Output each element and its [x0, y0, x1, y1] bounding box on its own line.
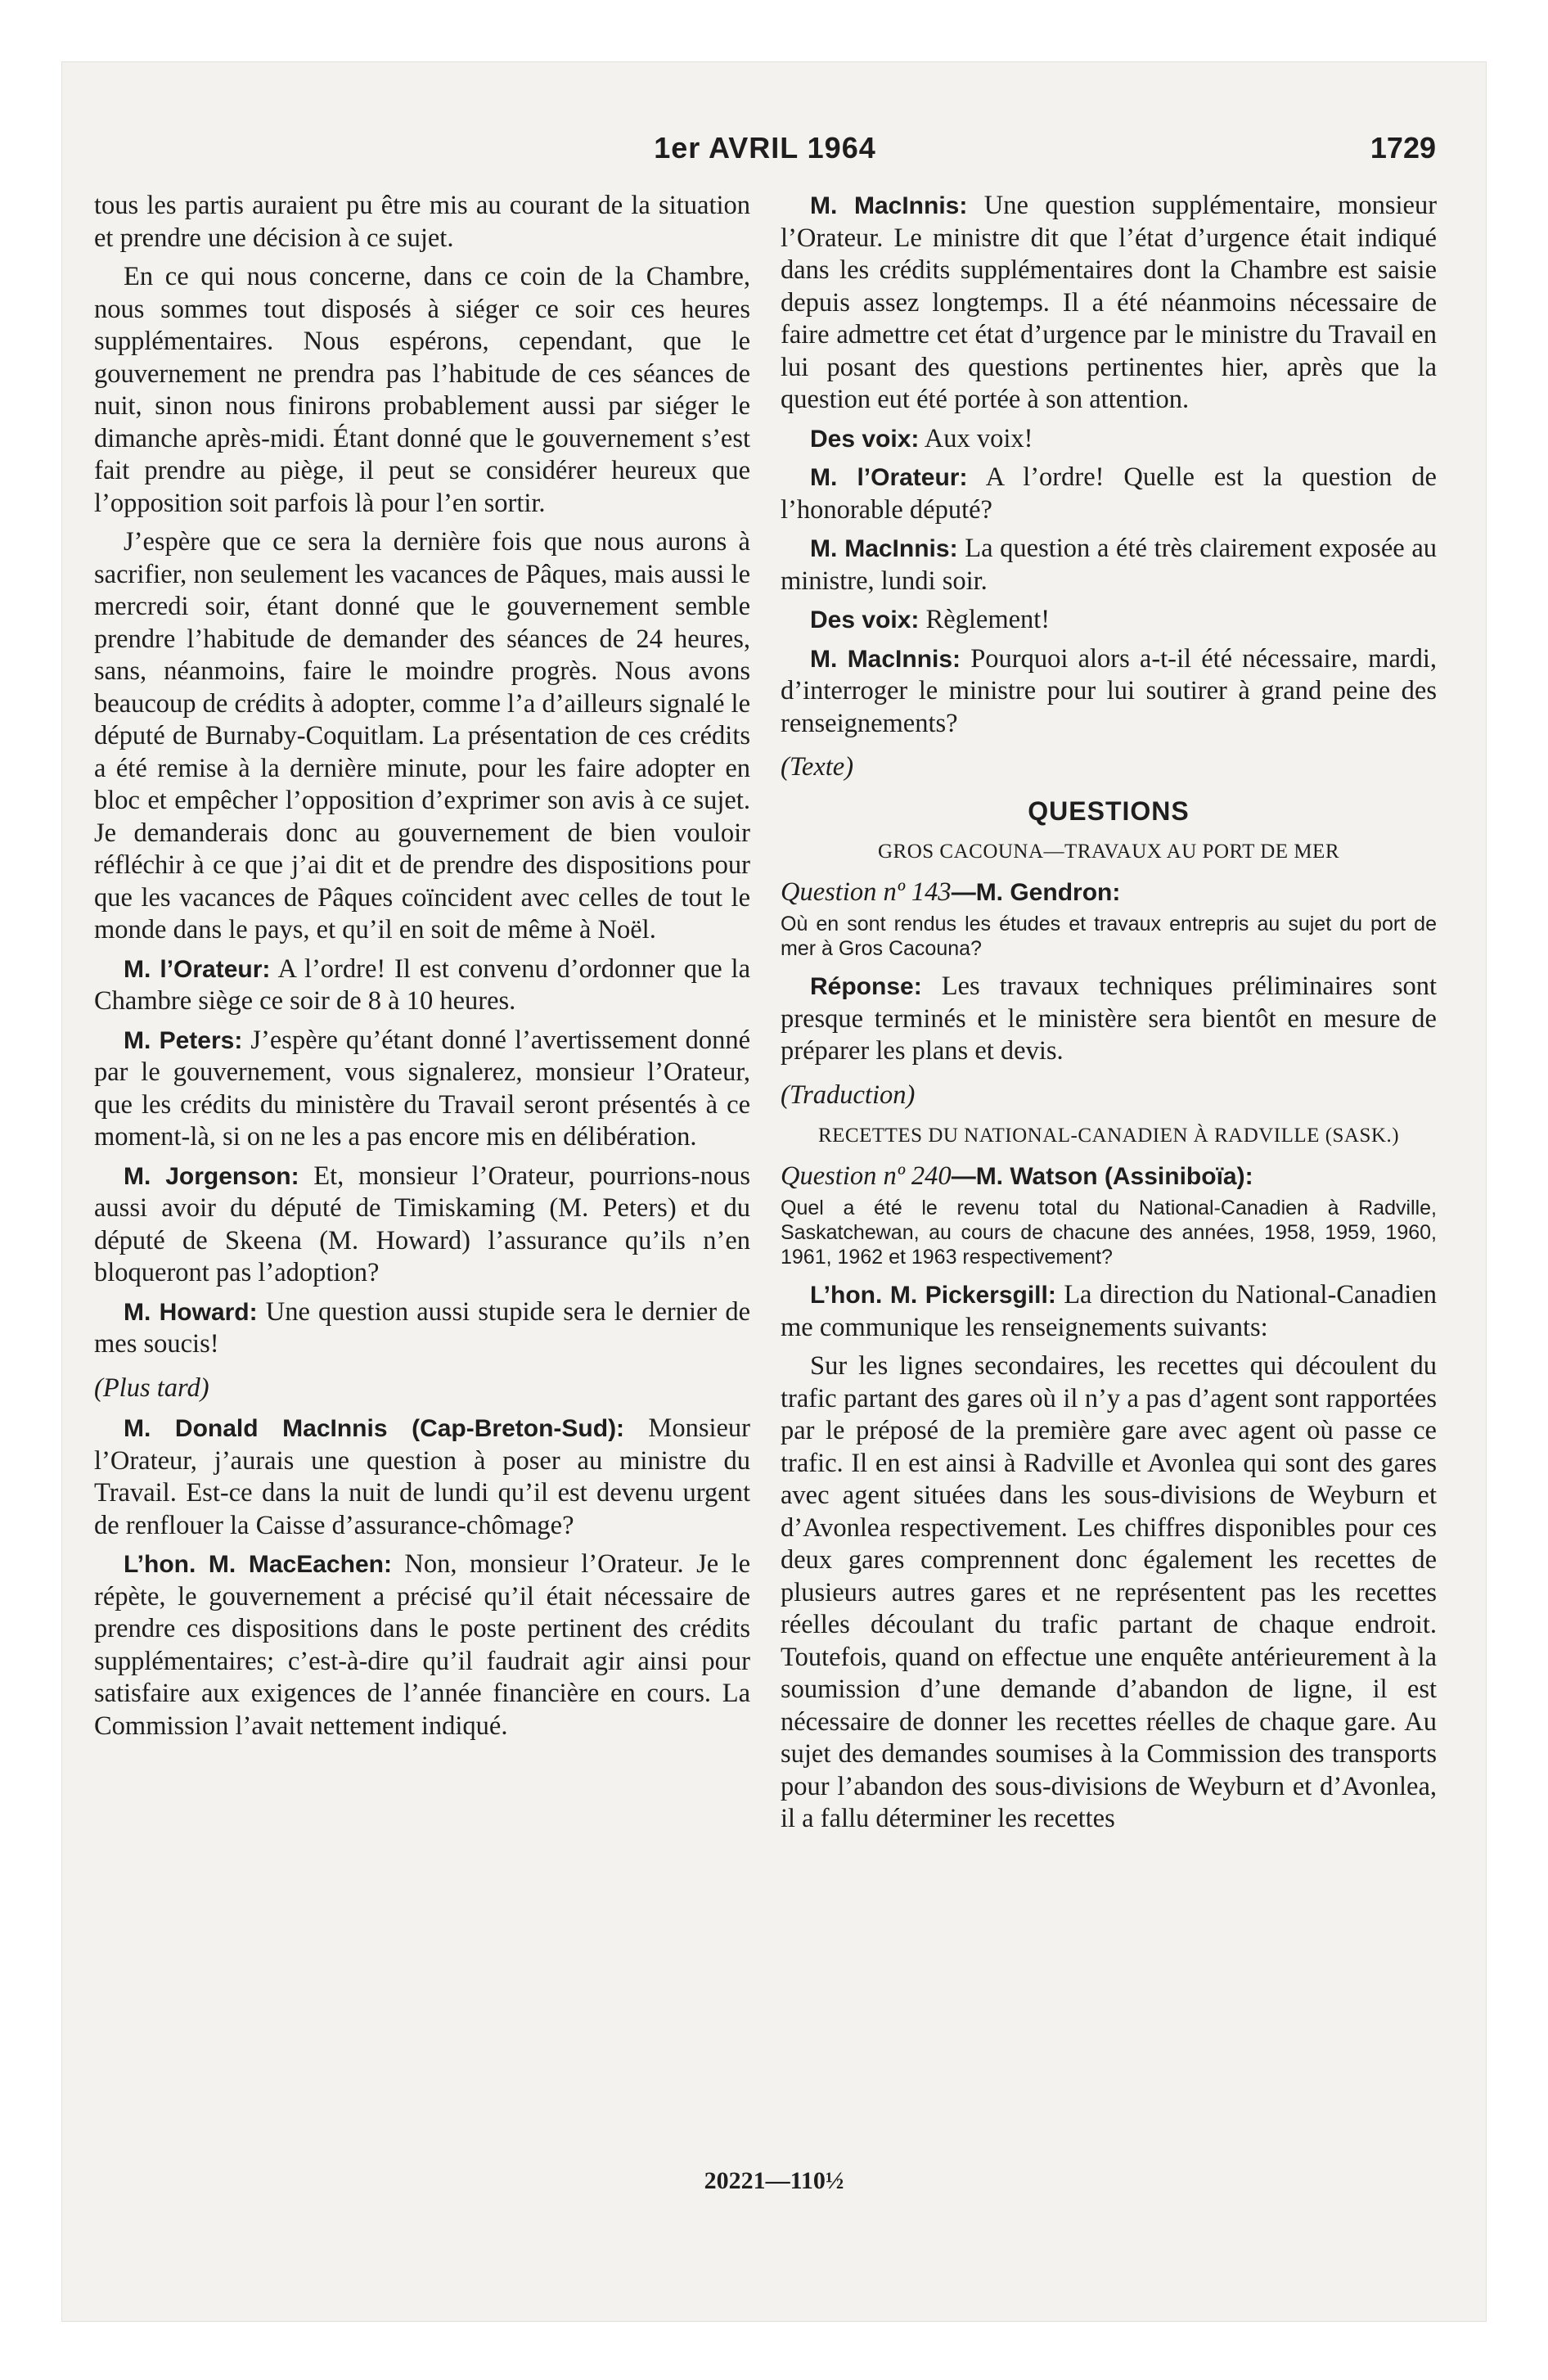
- speech: [94, 1161, 750, 1290]
- question-subject: GROS CACOUNA—TRAVAUX AU PORT DE MER: [877, 841, 1339, 863]
- speech: [781, 971, 1437, 1068]
- paragraph: En ce qui nous concerne, dans ce coin de la Chambre, nous sommes tout disposés à siéger ce soir ces heures supplémentaires. Nous espérons, cependant, que le gouvernement ne prendra pas l’habitude de ces séances de nuit, sinon nous finirons probablement aussi par siéger le dimanche après-midi. Étant donné que le gouvernement s’est fait prendre au piège, il peut se considérer heureux que l’opposition soit parfois là pour l’en sortir.: [94, 262, 750, 518]
- speaker: M. Peters:: [124, 1026, 243, 1054]
- speech: [94, 1025, 750, 1154]
- paragraph: J’espère que ce sera la dernière fois que nous aurons à sacrifier, non seulement les vacances de Pâques, mais aussi le mercredi soir, étant donné que le gouvernement semble prendre l’habitude de demander des séances de 24 heures, sans, néanmoins, faire le moindre progrès. Nous avons beaucoup de crédits à adopter, comme l’a d’ailleurs signalé le député de Burnaby-Coquitlam. La présentation de ces crédits a été remise à la dernière minute, pour les faire adopter en bloc et empêcher l’opposition d’exprimer son avis à ce sujet. Je demanderais donc au gouvernement de bien vouloir réfléchir à ce que j’ai dit et de prendre des dispositions pour que les vacances de Pâques coïncident avec celles de tout le monde dans le pays, et qu’il en soit de même à Noël.: [94, 527, 750, 944]
- speech: [94, 1548, 750, 1742]
- speech-text: La direction du National-Canadien me communique les renseignements suivants:: [781, 1280, 1438, 1342]
- question-line: [781, 877, 1437, 909]
- left-column: [94, 190, 750, 1749]
- speech-text: Les travaux techniques préliminaires sont presque terminés et le ministère sera bientôt en mesure de préparer les plans et devis.: [781, 971, 1437, 1066]
- stage-direction: (Texte): [781, 752, 854, 782]
- question-line: [781, 1161, 1437, 1193]
- speech: [781, 1279, 1437, 1344]
- running-head: 1er AVRIL 1964: [654, 131, 876, 165]
- question-member: —M. Watson (Assiniboïa):: [951, 1162, 1253, 1190]
- question-number: Question nº 143: [781, 877, 952, 907]
- speaker: Des voix:: [810, 425, 920, 453]
- question-number: Question nº 240: [781, 1161, 952, 1191]
- speech-text: Monsieur l’Orateur, j’aurais une question à poser au ministre du Travail. Est-ce dans la nuit de lundi qu’il est devenu urgent de renflouer la Caisse d’assurance-chômage?: [94, 1413, 750, 1540]
- speech: [94, 953, 750, 1018]
- speaker: L’hon. M. Pickersgill:: [810, 1282, 1056, 1309]
- speech-text: Une question supplémentaire, monsieur l’Orateur. Le ministre dit que l’état d’urgence était indiqué dans les crédits supplémentaires dont la Chambre est saisie depuis assez longtemps. Il a été néanmoins nécessaire de faire admettre cet état d’urgence par le ministre du Travail en lui posant des questions pertinentes hier, après que la question eut été portée à son attention.: [781, 191, 1438, 414]
- speech-text: Aux voix!: [924, 423, 1033, 453]
- speech: [94, 1296, 750, 1361]
- speech-text: J’espère qu’étant donné l’avertissement donné par le gouvernement, vous signalerez, monsieur l’Orateur, que les crédits du ministère du Travail seront présentés à ce moment-là, si on ne les a pas encore mis en délibération.: [94, 1025, 751, 1152]
- speech-text: Non, monsieur l’Orateur. Je le répète, le gouvernement a précisé qu’il était nécessaire de prendre ces dispositions dans le poste pertinent des crédits supplémentaires; c’est-à-dire qu’il faudrait agir ainsi pour satisfaire aux exigences de l’année financière en cours. La Commission l’avait nettement indiqué.: [94, 1549, 751, 1741]
- question-text: Où en sont rendus les études et travaux entrepris au sujet du port de mer à Gros Cacouna?: [781, 913, 1437, 960]
- page-number: 1729: [1370, 131, 1436, 165]
- stage-direction: (Plus tard): [94, 1373, 209, 1403]
- speech: [781, 604, 1437, 637]
- speech: [781, 533, 1437, 597]
- speaker: M. MacInnis:: [810, 192, 968, 219]
- paragraph: Sur les lignes secondaires, les recettes qui découlent du trafic partant des gares où il n’y a pas d’agent sont rapportées par le préposé de la première gare avec agent où passe ce trafic. Il en est ainsi à Radville et Avonlea qui sont des gares avec agent situées dans les sous-divisions de Weyburn et d’Avonlea respectivement. Les chiffres disponibles pour ces deux gares comprennent donc également les recettes de plusieurs autres gares et ne représentent pas les recettes réelles découlant du trafic partant de chaque endroit. Toutefois, quand on effectue une enquête antérieurement à la soumission d’une demande d’abandon de ligne, il est nécessaire de donner les recettes réelles de chaque gare. Au sujet des demandes soumises à la Commission des transports pour l’abandon des sous-divisions de Weyburn et d’Avonlea, il a fallu déterminer les recettes: [781, 1351, 1437, 1833]
- speaker: M. Jorgenson:: [124, 1162, 299, 1190]
- speaker: M. Howard:: [124, 1298, 258, 1326]
- speech: [781, 643, 1437, 741]
- speech: [781, 190, 1437, 417]
- question-member: —M. Gendron:: [951, 878, 1121, 906]
- speech-text: Pourquoi alors a-t-il été nécessaire, mardi, d’interroger le ministre pour lui soutirer à grand peine des renseignements?: [781, 643, 1438, 738]
- page-header: [94, 131, 1436, 180]
- printer-signature: 20221—110½: [704, 2167, 844, 2194]
- section-heading: QUESTIONS: [1028, 796, 1190, 826]
- speech-text: Et, monsieur l’Orateur, pourrions-nous aussi avoir du député de Timiskaming (M. Peters) et du député de Skeena (M. Howard) l’assurance qu’ils n’en bloqueront pas l’adoption?: [94, 1161, 750, 1287]
- speech-text: Une question aussi stupide sera le dernier de mes soucis!: [94, 1296, 751, 1359]
- right-column: [781, 190, 1437, 1842]
- question-subject: RECETTES DU NATIONAL-CANADIEN À RADVILLE (SASK.): [817, 1125, 1400, 1147]
- speaker: Réponse:: [810, 973, 922, 1000]
- speech-text: Règlement!: [925, 605, 1051, 634]
- speaker: M. MacInnis:: [810, 645, 961, 673]
- question-text: Quel a été le revenu total du National-Canadien à Radville, Saskatchewan, au cours de chacune des années, 1958, 1959, 1960, 1961, 1962 et 1963 respectivement?: [781, 1197, 1437, 1269]
- speech-text: La question a été très clairement exposée au ministre, lundi soir.: [781, 534, 1438, 596]
- speaker: M. l’Orateur:: [810, 464, 968, 491]
- speaker: M. l’Orateur:: [124, 955, 271, 983]
- speaker: M. Donald MacInnis (Cap-Breton-Sud):: [124, 1415, 625, 1442]
- speech-text: A l’ordre! Quelle est la question de l’honorable député?: [781, 462, 1437, 525]
- stage-direction: (Traduction): [781, 1080, 916, 1110]
- speech-text: A l’ordre! Il est convenu d’ordonner que la Chambre siège ce soir de 8 à 10 heures.: [94, 953, 750, 1016]
- speaker: M. MacInnis:: [810, 535, 958, 562]
- speech: [781, 423, 1437, 456]
- paragraph: tous les partis auraient pu être mis au courant de la situation et prendre une décision à ce sujet.: [94, 191, 750, 253]
- speech: [781, 462, 1437, 526]
- speaker: L’hon. M. MacEachen:: [124, 1551, 392, 1578]
- speaker: Des voix:: [810, 606, 920, 633]
- speech: [94, 1413, 750, 1542]
